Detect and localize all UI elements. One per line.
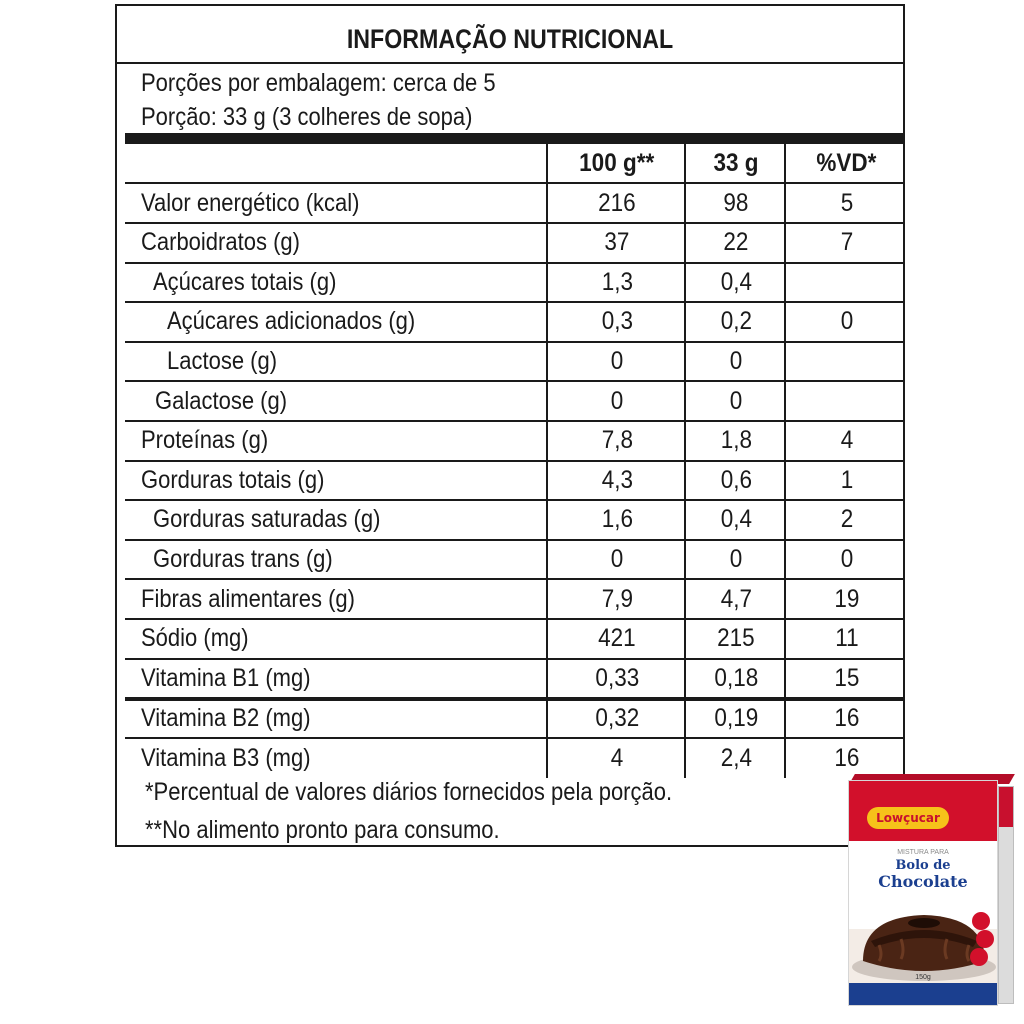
value-100g: 0,3 xyxy=(546,303,686,341)
nutrient-name: Carboidratos (g) xyxy=(141,228,300,257)
nutrient-name: Valor energético (kcal) xyxy=(141,188,360,217)
value-vd: 2 xyxy=(784,501,907,539)
nutrient-name: Vitamina B1 (mg) xyxy=(141,663,311,692)
value-serving: 0,18 xyxy=(684,659,786,697)
value-100g: 0,33 xyxy=(546,659,686,697)
header-100g: 100 g** xyxy=(546,144,686,182)
box-front xyxy=(848,780,998,1006)
table-row xyxy=(125,697,903,739)
product-box-image xyxy=(848,772,1018,1012)
value-serving: 22 xyxy=(684,224,786,262)
value-100g: 0 xyxy=(546,342,686,380)
value-serving: 215 xyxy=(684,620,786,658)
table-row xyxy=(125,184,903,224)
nutrient-name: Açúcares totais (g) xyxy=(153,267,337,296)
value-100g: 216 xyxy=(546,184,686,222)
brand-logo: Lowçucar xyxy=(867,807,949,829)
nutrient-name: Gorduras saturadas (g) xyxy=(153,505,381,534)
table-row xyxy=(125,342,903,382)
value-serving: 0,6 xyxy=(684,461,786,499)
servings-per-package: Porções por embalagem: cerca de 5 xyxy=(141,69,496,97)
value-vd: 5 xyxy=(784,184,907,222)
nutrient-name: Lactose (g) xyxy=(167,346,278,375)
footnote-vd: *Percentual de valores diários fornecidos pela porção. xyxy=(145,778,673,806)
value-vd: 1 xyxy=(784,461,907,499)
value-vd xyxy=(784,263,907,301)
table-row xyxy=(125,263,903,303)
value-serving: 4,7 xyxy=(684,580,786,618)
value-100g: 421 xyxy=(546,620,686,658)
table-row xyxy=(125,303,903,343)
value-vd: 0 xyxy=(784,540,907,578)
product-subtitle: MISTURA PARA xyxy=(897,849,949,856)
value-vd xyxy=(784,382,907,420)
nutrient-name: Vitamina B2 (mg) xyxy=(141,704,311,733)
value-serving: 0,4 xyxy=(684,501,786,539)
value-serving: 0,4 xyxy=(684,263,786,301)
footnote-ready: **No alimento pronto para consumo. xyxy=(145,816,500,844)
nutrient-name: Gorduras trans (g) xyxy=(153,544,333,573)
value-100g: 1,6 xyxy=(546,501,686,539)
nutrient-name: Açúcares adicionados (g) xyxy=(167,307,416,336)
thick-divider xyxy=(125,133,903,144)
nutrient-name: Proteínas (g) xyxy=(141,426,269,455)
value-100g: 1,3 xyxy=(546,263,686,301)
value-serving: 0,19 xyxy=(684,701,786,737)
value-100g: 7,9 xyxy=(546,580,686,618)
nutrient-name: Sódio (mg) xyxy=(141,624,249,653)
table-row xyxy=(125,224,903,264)
value-serving: 98 xyxy=(684,184,786,222)
value-serving: 1,8 xyxy=(684,422,786,460)
table-row xyxy=(125,659,903,699)
label-title: INFORMAÇÃO NUTRICIONAL xyxy=(346,24,674,54)
table-row xyxy=(125,382,903,422)
value-vd xyxy=(784,342,907,380)
nutrition-facts-label xyxy=(115,4,905,847)
value-vd: 0 xyxy=(784,303,907,341)
value-vd: 11 xyxy=(784,620,907,658)
box-side xyxy=(998,786,1014,1004)
serving-size: Porção: 33 g (3 colheres de sopa) xyxy=(141,103,473,131)
title-divider xyxy=(117,62,903,64)
value-vd: 19 xyxy=(784,580,907,618)
nutrient-name: Gorduras totais (g) xyxy=(141,465,325,494)
value-serving: 0 xyxy=(684,382,786,420)
cake-illustration xyxy=(849,889,998,985)
table-row xyxy=(125,620,903,660)
product-weight: 150g xyxy=(915,974,931,981)
value-vd: 4 xyxy=(784,422,907,460)
value-vd: 15 xyxy=(784,659,907,697)
header-vd: %VD* xyxy=(784,144,907,182)
table-row xyxy=(125,540,903,580)
value-vd: 7 xyxy=(784,224,907,262)
value-serving: 0 xyxy=(684,540,786,578)
value-100g: 4 xyxy=(546,738,686,778)
value-vd: 16 xyxy=(784,738,907,778)
value-vd: 16 xyxy=(784,701,907,737)
nutrient-name: Fibras alimentares (g) xyxy=(141,584,355,613)
value-serving: 0 xyxy=(684,342,786,380)
table-row xyxy=(125,738,903,778)
value-serving: 2,4 xyxy=(684,738,786,778)
table-row xyxy=(125,580,903,620)
header-serving: 33 g xyxy=(684,144,786,182)
table-row xyxy=(125,501,903,541)
table-row xyxy=(125,461,903,501)
table-row xyxy=(125,422,903,462)
value-serving: 0,2 xyxy=(684,303,786,341)
nutrient-name: Galactose (g) xyxy=(155,386,288,415)
value-100g: 4,3 xyxy=(546,461,686,499)
value-100g: 0,32 xyxy=(546,701,686,737)
table-header-row xyxy=(125,144,903,184)
product-name-line2: Chocolate xyxy=(878,872,968,891)
value-100g: 7,8 xyxy=(546,422,686,460)
value-100g: 37 xyxy=(546,224,686,262)
box-blue-band xyxy=(849,983,997,1005)
nutrient-name: Vitamina B3 (mg) xyxy=(141,743,311,772)
value-100g: 0 xyxy=(546,540,686,578)
product-name-line1: Bolo de xyxy=(895,858,951,873)
value-100g: 0 xyxy=(546,382,686,420)
